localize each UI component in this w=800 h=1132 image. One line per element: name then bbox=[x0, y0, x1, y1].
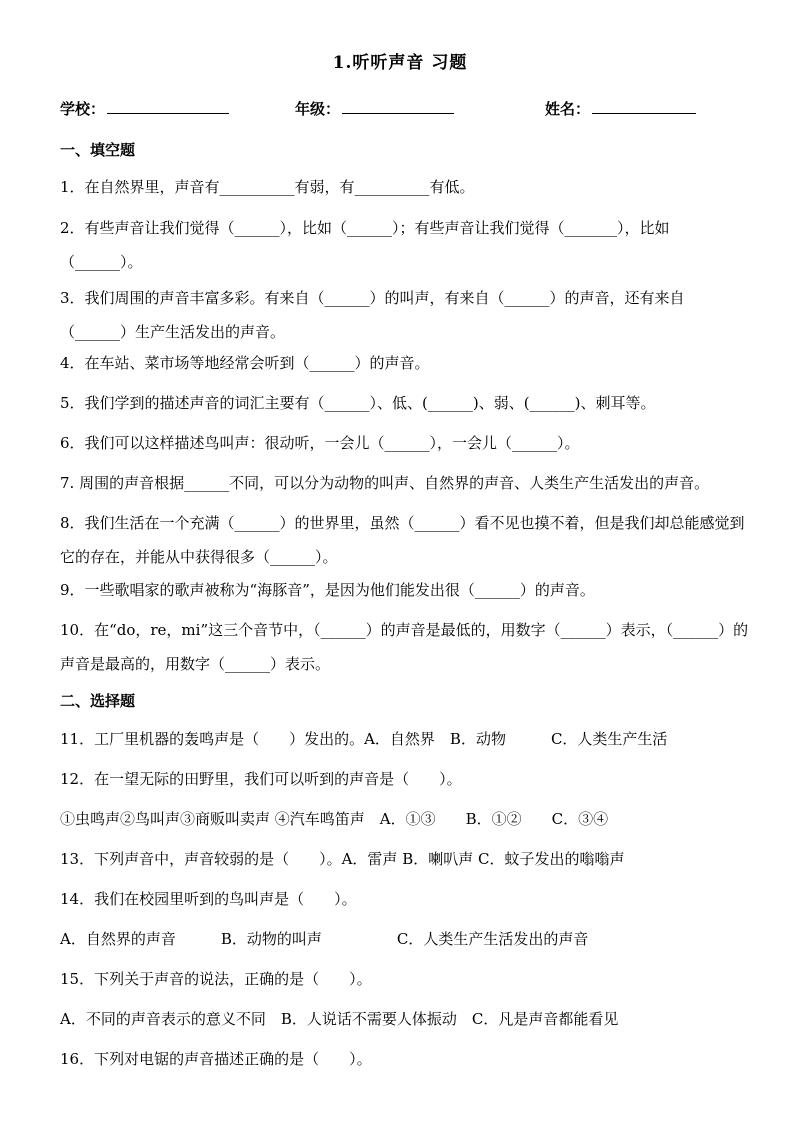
choice-line: A．自然界的声音 B．动物的叫声 C．人类生产生活发出的声音 bbox=[60, 930, 589, 948]
choice-line: ①虫鸣声②鸟叫声③商贩叫卖声 ④汽车鸣笛声 A．①③ B．①② C．③④ bbox=[60, 810, 609, 828]
section-multiple-choice: 二、选择题 bbox=[60, 692, 136, 710]
choice-line: 13．下列声音中，声音较弱的是（ ）。A．雷声 B．喇叭声 C．蚊子发出的嗡嗡声 bbox=[60, 850, 625, 868]
name-label: 姓名： bbox=[545, 100, 591, 118]
fill-question: 3．我们周围的声音丰富多彩。有来自（______）的叫声，有来自（______）的声音，还有来自（______）生产生活发出的声音。 bbox=[60, 289, 685, 341]
name-blank[interactable] bbox=[592, 97, 696, 114]
fill-question: 5．我们学到的描述声音的词汇主要有（______）、低、(______)、弱、(______)、刺耳等。 bbox=[60, 394, 656, 412]
choice-line: 12．在一望无际的田野里，我们可以听到的声音是（ ）。 bbox=[60, 770, 462, 788]
choice-line: 14．我们在校园里听到的鸟叫声是（ ）。 bbox=[60, 890, 357, 908]
school-label: 学校： bbox=[60, 100, 106, 118]
school-field bbox=[60, 97, 229, 119]
fill-question: 4．在车站、菜市场等地经常会听到（______）的声音。 bbox=[60, 354, 430, 372]
fill-question: 2．有些声音让我们觉得（______），比如（______）；有些声音让我们觉得（_______），比如（______）。 bbox=[60, 219, 670, 271]
fill-question: 9．一些歌唱家的歌声被称为“海豚音”，是因为他们能发出很（______）的声音。 bbox=[60, 581, 595, 599]
page-title: 1.听听声音 习题 bbox=[332, 53, 468, 73]
fill-question: 7. 周围的声音根据______不同，可以分为动物的叫声、自然界的声音、人类生产生活发出的声音。 bbox=[60, 474, 710, 492]
school-blank[interactable] bbox=[107, 97, 229, 114]
fill-question: 10．在“do，re，mi”这三个音节中，（______）的声音是最低的，用数字（______）表示，（______）的声音是最高的，用数字（______）表示。 bbox=[60, 621, 749, 673]
choice-line: 15．下列关于声音的说法，正确的是（ ）。 bbox=[60, 970, 372, 988]
grade-label: 年级： bbox=[295, 100, 341, 118]
name-field bbox=[545, 97, 696, 119]
choice-line: A．不同的声音表示的意义不同 B．人说话不需要人体振动 C．凡是声音都能看见 bbox=[60, 1010, 619, 1028]
fill-question: 1．在自然界里，声音有__________有弱，有__________有低。 bbox=[60, 178, 475, 196]
section-fill-in-blank: 一、填空题 bbox=[60, 141, 136, 159]
choice-line: 16．下列对电锯的声音描述正确的是（ ）。 bbox=[60, 1050, 372, 1068]
grade-field bbox=[295, 97, 454, 119]
fill-question: 6．我们可以这样描述鸟叫声：很动听，一会儿（______），一会儿（______）。 bbox=[60, 434, 580, 452]
choice-line: 11．工厂里机器的轰鸣声是（ ）发出的。A．自然界 B．动物 C．人类生产生活 bbox=[60, 730, 668, 748]
fill-question: 8．我们生活在一个充满（______）的世界里，虽然（______）看不见也摸不着，但是我们却总能感觉到它的存在，并能从中获得很多（______）。 bbox=[60, 514, 745, 566]
grade-blank[interactable] bbox=[342, 97, 454, 114]
